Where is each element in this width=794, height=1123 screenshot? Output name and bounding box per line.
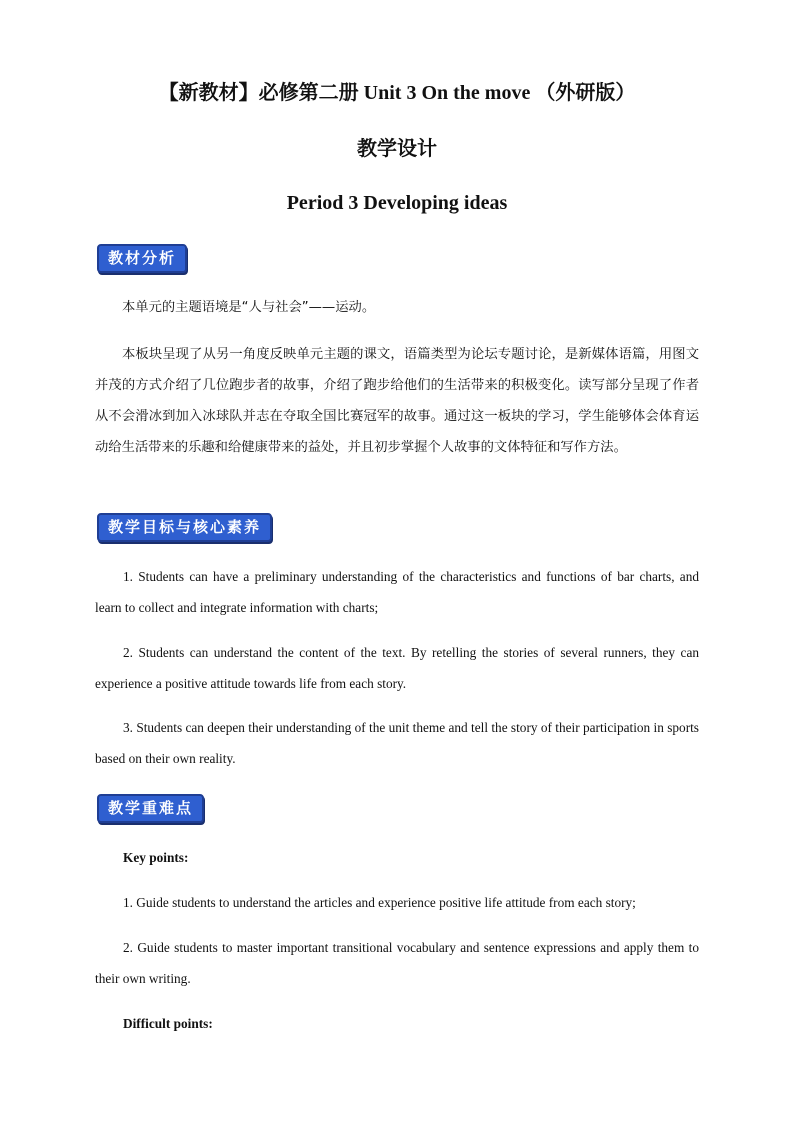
- section-badge-keypoints: 教学重难点: [97, 794, 204, 823]
- difficult-points-label: Difficult points:: [123, 1016, 213, 1031]
- key-point-item-1: 1. Guide students to understand the articles and experience positive life attitude from each story;: [123, 895, 636, 910]
- analysis-paragraph-1: 本单元的主题语境是“人与社会”——运动。: [122, 300, 376, 315]
- objective-item-2: 2. Students can understand the content of the text. By retelling the stories of several runners, they can experience a positive attitude towards life from each story.: [95, 645, 699, 691]
- section-badge-analysis: 教材分析: [97, 244, 187, 273]
- period-title: Period 3 Developing ideas: [286, 192, 508, 214]
- document-subtitle: 教学设计: [357, 138, 437, 160]
- section-badge-objectives: 教学目标与核心素养: [97, 513, 272, 542]
- document-title: 【新教材】必修第二册 Unit 3 On the move （外研版）: [158, 82, 636, 104]
- analysis-paragraph-2: 本板块呈现了从另一角度反映单元主题的课文，语篇类型为论坛专题讨论，是新媒体语篇，用图文并茂的方式介绍了几位跑步者的故事，介绍了跑步给他们的生活带来的积极变化。读写部分呈现了作者从不会滑冰到加入冰球队并志在夺取全国比赛冠军的故事。通过这一板块的学习，学生能够体会体育运动给生活带来的乐趣和给健康带来的益处，并且初步掌握个人故事的文体特征和写作方法。: [95, 347, 699, 455]
- key-point-item-2: 2. Guide students to master important transitional vocabulary and sentence expressions and apply them to their own writing.: [95, 940, 699, 986]
- key-points-label: Key points:: [123, 850, 189, 865]
- objective-item-1: 1. Students can have a preliminary understanding of the characteristics and functions of bar charts, and learn to collect and integrate information with charts;: [95, 569, 699, 615]
- objective-item-3: 3. Students can deepen their understanding of the unit theme and tell the story of their participation in sports based on their own reality.: [95, 720, 699, 766]
